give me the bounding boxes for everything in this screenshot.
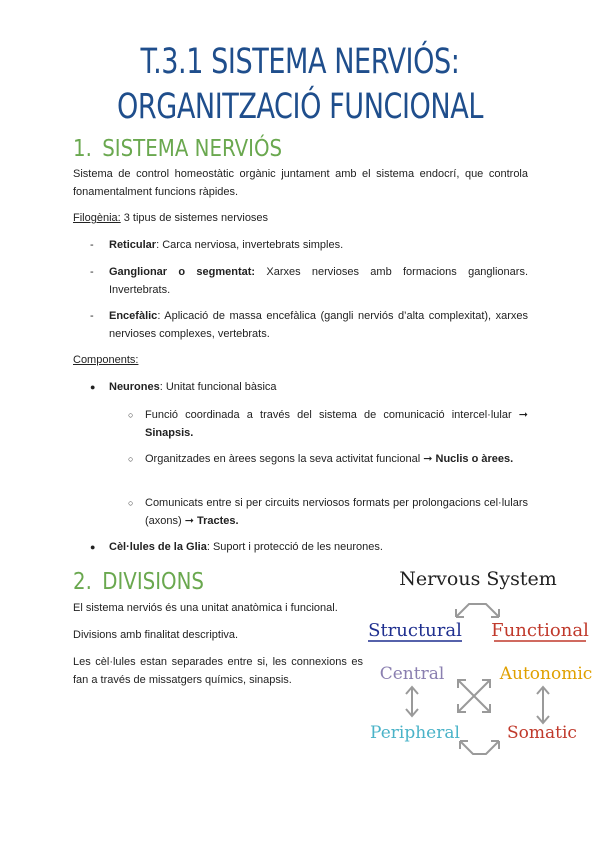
arrow-bottom xyxy=(460,741,499,754)
type-term: Reticular xyxy=(109,239,157,251)
nervous-system-diagram xyxy=(360,562,596,762)
type-sep: : xyxy=(157,310,165,322)
type-term: Encefàlic xyxy=(109,310,158,322)
type-sep: : xyxy=(156,239,163,251)
components-label-text: Components: xyxy=(73,354,139,366)
neurones-desc: : Unitat funcional bàsica xyxy=(159,381,277,393)
filogenia-label: Filogènia: xyxy=(73,212,121,224)
arrow-autonomic-somatic xyxy=(537,687,549,723)
arrow-structural-functional xyxy=(456,604,499,617)
dash-bullet: - xyxy=(90,266,94,278)
components-label xyxy=(73,351,528,369)
type-desc: Carca nerviosa, invertebrats simples. xyxy=(162,239,344,251)
arrow-peripheral-somatic xyxy=(460,741,499,754)
title-line-2: ORGANITZACIÓ FUNCIONAL xyxy=(116,87,483,127)
diagram-central: Central xyxy=(379,664,445,684)
diagram-title: Nervous System xyxy=(399,568,557,590)
section-2-p3: Les cèl·lules estan separades entre si, les connexions es fan a través de missatgers químics, sinapsis. xyxy=(73,656,363,686)
section-number: 2. xyxy=(73,569,92,595)
arrow-top xyxy=(456,604,499,617)
diagram-functional: Functional xyxy=(491,620,589,641)
glia-term: Cèl·lules de la Glia xyxy=(109,541,207,553)
page-title xyxy=(0,40,600,130)
filogenia-text: 3 tipus de sistemes nervioses xyxy=(120,212,269,224)
sub-item-text: Funció coordinada a través del sistema de comunicació intercel·lular ➞ xyxy=(145,409,528,421)
diagram-peripheral: Peripheral xyxy=(370,723,460,743)
filogenia-line xyxy=(73,209,528,227)
type-desc: Aplicació de massa encefàlica (gangli nerviós d’alta complexitat), xarxes nervioses complexes, vertebrats. xyxy=(109,310,528,340)
section-2-p2: Divisions amb finalitat descriptiva. xyxy=(73,629,239,641)
sub-list-item xyxy=(145,406,528,442)
circle-bullet-icon: ○ xyxy=(128,410,134,420)
sub-item-bold: Tractes. xyxy=(197,515,239,527)
type-sep xyxy=(255,266,266,278)
neurones-term: Neurones xyxy=(109,381,160,393)
section-title: SISTEMA NERVIÓS xyxy=(102,136,283,162)
list-item xyxy=(109,307,528,343)
sub-item-bold: Sinapsis. xyxy=(145,427,194,439)
sub-item-text: Organitzades en àrees segons la seva activitat funcional ➞ xyxy=(145,453,436,465)
section-title: DIVISIONS xyxy=(102,569,204,595)
list-item xyxy=(109,263,528,299)
glia-desc: : Suport i protecció de les neurones. xyxy=(206,541,383,553)
section-number: 1. xyxy=(73,136,92,162)
list-item-neurones xyxy=(109,378,528,396)
diagram-somatic: Somatic xyxy=(507,723,577,743)
bullet-icon: ● xyxy=(90,542,96,552)
dash-bullet: - xyxy=(90,310,94,322)
type-desc: Xarxes nervioses amb formacions ganglionars. Invertebrats. xyxy=(109,266,529,296)
arrow-central-peripheral xyxy=(406,687,418,716)
sub-list-item xyxy=(145,450,528,468)
section-2-p1: El sistema nerviós és una unitat anatòmica i funcional. xyxy=(73,602,338,614)
title-line-1: T.3.1 SISTEMA NERVIÓS: xyxy=(140,42,460,82)
list-item xyxy=(109,236,528,254)
dash-bullet: - xyxy=(90,239,94,251)
circle-bullet-icon: ○ xyxy=(128,498,134,508)
circle-bullet-icon: ○ xyxy=(128,454,134,464)
type-term: Ganglionar o segmentat: xyxy=(109,266,256,278)
list-item-glia xyxy=(109,538,528,556)
sub-list-item xyxy=(145,494,528,530)
sub-item-bold: Nuclis o àrees. xyxy=(435,453,514,465)
section-1-intro: Sistema de control homeostàtic orgànic juntament amb el sistema endocrí, que controla fonamentalment funcions ràpides. xyxy=(73,168,528,198)
arrow-cross xyxy=(458,680,490,712)
section-2-heading xyxy=(73,568,204,596)
bullet-icon: ● xyxy=(90,382,96,392)
section-1-heading xyxy=(73,135,282,163)
sub-item-text: Comunicats entre si per circuits nerviosos formats per prolongacions cel·lulars (axons) ➞ xyxy=(145,497,528,527)
diagram-structural: Structural xyxy=(368,620,462,641)
diagram-autonomic: Autonomic xyxy=(499,664,593,684)
